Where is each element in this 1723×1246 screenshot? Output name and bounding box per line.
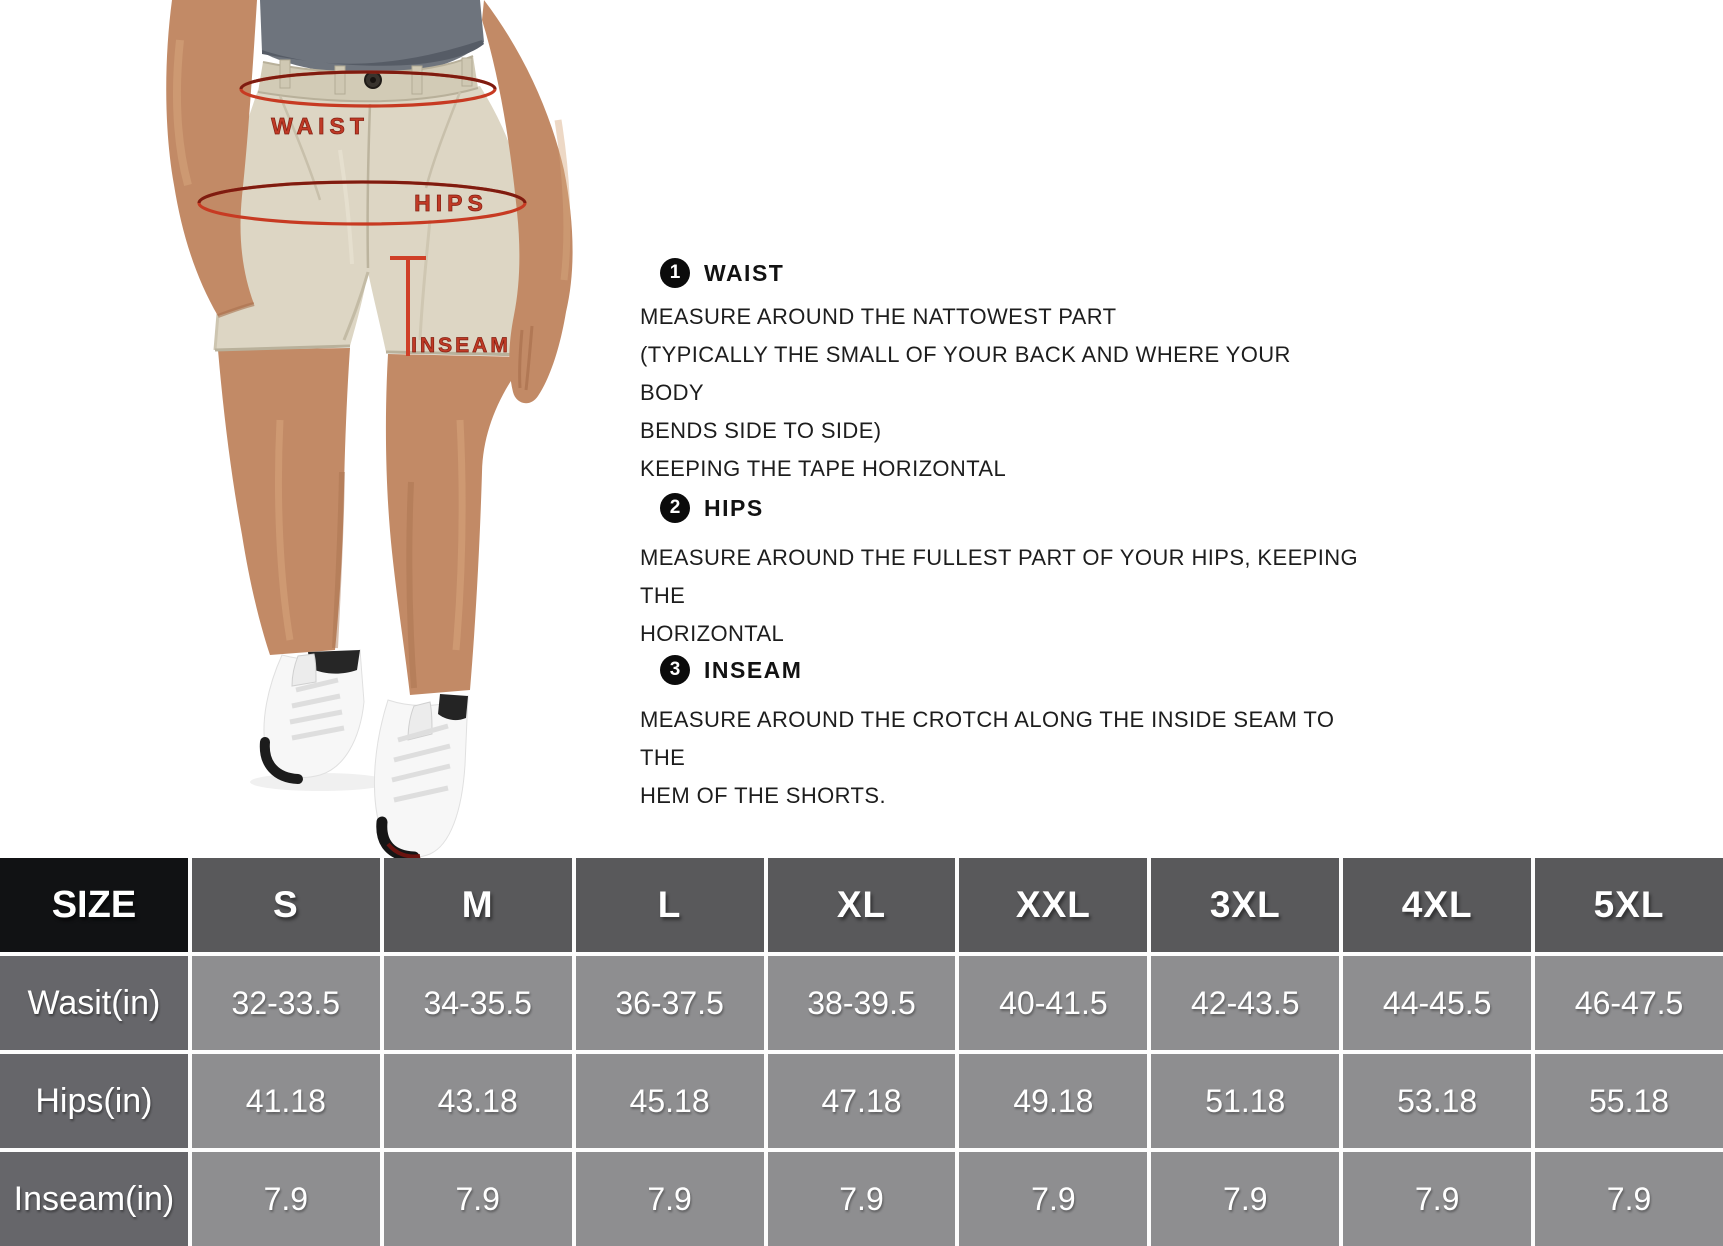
- size-value-cell: 38-39.5: [768, 956, 956, 1050]
- instruction-line: MEASURE AROUND THE NATTOWEST PART: [640, 304, 1117, 329]
- size-col-header: 5XL: [1535, 858, 1723, 952]
- size-value-cell: 7.9: [576, 1152, 764, 1246]
- size-chart-table: [0, 858, 1723, 1246]
- waist-annotation-label: WAIST: [271, 113, 369, 139]
- size-value-cell: 7.9: [1343, 1152, 1531, 1246]
- size-value-cell: 41.18: [192, 1054, 380, 1148]
- belt-loop: [280, 60, 290, 88]
- belt-loop: [335, 66, 345, 94]
- size-value-cell: 44-45.5: [1343, 956, 1531, 1050]
- instruction-line: BENDS SIDE TO SIDE): [640, 418, 882, 443]
- size-col-header: 3XL: [1151, 858, 1339, 952]
- belt-loop: [462, 58, 472, 86]
- row-label-waist: Wasit(in): [0, 956, 188, 1050]
- size-col-header: M: [384, 858, 572, 952]
- left-arm: [166, 0, 257, 316]
- instruction-inseam-heading: [660, 655, 802, 685]
- size-value-cell: 46-47.5: [1535, 956, 1723, 1050]
- left-shoe: [250, 650, 390, 791]
- product-photo: [130, 0, 610, 858]
- size-value-cell: 55.18: [1535, 1054, 1723, 1148]
- instruction-line: HEM OF THE SHORTS.: [640, 783, 886, 808]
- row-label-hips: Hips(in): [0, 1054, 188, 1148]
- instruction-line: (TYPICALLY THE SMALL OF YOUR BACK AND WHERE YOUR BODY: [640, 342, 1291, 405]
- size-col-header: XL: [768, 858, 956, 952]
- legs: [218, 348, 528, 695]
- model-figure: [130, 0, 610, 858]
- size-col-header: S: [192, 858, 380, 952]
- size-value-cell: 45.18: [576, 1054, 764, 1148]
- size-value-cell: 51.18: [1151, 1054, 1339, 1148]
- size-value-cell: 32-33.5: [192, 956, 380, 1050]
- step-2-badge: 2: [660, 493, 690, 523]
- size-value-cell: 34-35.5: [384, 956, 572, 1050]
- inseam-annotation-label: INSEAM: [411, 334, 511, 357]
- instruction-hips-title: HIPS: [704, 494, 764, 521]
- right-shoe: [374, 694, 468, 857]
- size-value-cell: 36-37.5: [576, 956, 764, 1050]
- size-value-cell: 7.9: [768, 1152, 956, 1246]
- step-3-badge: 3: [660, 655, 690, 685]
- instruction-waist-title: WAIST: [704, 259, 785, 286]
- instruction-waist-heading: [660, 258, 784, 288]
- instruction-inseam-body: [640, 701, 1360, 815]
- size-value-cell: 7.9: [384, 1152, 572, 1246]
- belt-loop: [412, 66, 422, 94]
- row-label-inseam: Inseam(in): [0, 1152, 188, 1246]
- size-value-cell: 49.18: [959, 1054, 1147, 1148]
- size-value-cell: 7.9: [1535, 1152, 1723, 1246]
- size-table-corner-header: SIZE: [0, 858, 188, 952]
- size-col-header: XXL: [959, 858, 1147, 952]
- size-value-cell: 7.9: [1151, 1152, 1339, 1246]
- instruction-waist-body: [640, 298, 1360, 488]
- size-value-cell: 7.9: [959, 1152, 1147, 1246]
- hips-annotation-label: HIPS: [414, 190, 488, 216]
- instruction-line: MEASURE AROUND THE FULLEST PART OF YOUR HIPS, KEEPING THE: [640, 545, 1359, 608]
- size-value-cell: 53.18: [1343, 1054, 1531, 1148]
- instruction-hips-heading: [660, 493, 764, 523]
- instruction-line: KEEPING THE TAPE HORIZONTAL: [640, 456, 1007, 481]
- instruction-line: MEASURE AROUND THE CROTCH ALONG THE INSIDE SEAM TO THE: [640, 707, 1335, 770]
- step-1-badge: 1: [660, 258, 690, 288]
- size-value-cell: 40-41.5: [959, 956, 1147, 1050]
- size-col-header: L: [576, 858, 764, 952]
- size-value-cell: 43.18: [384, 1054, 572, 1148]
- size-col-header: 4XL: [1343, 858, 1531, 952]
- size-value-cell: 42-43.5: [1151, 956, 1339, 1050]
- size-value-cell: 47.18: [768, 1054, 956, 1148]
- instruction-hips-body: [640, 539, 1360, 653]
- instruction-line: HORIZONTAL: [640, 621, 785, 646]
- instruction-inseam-title: INSEAM: [704, 656, 803, 683]
- size-value-cell: 7.9: [192, 1152, 380, 1246]
